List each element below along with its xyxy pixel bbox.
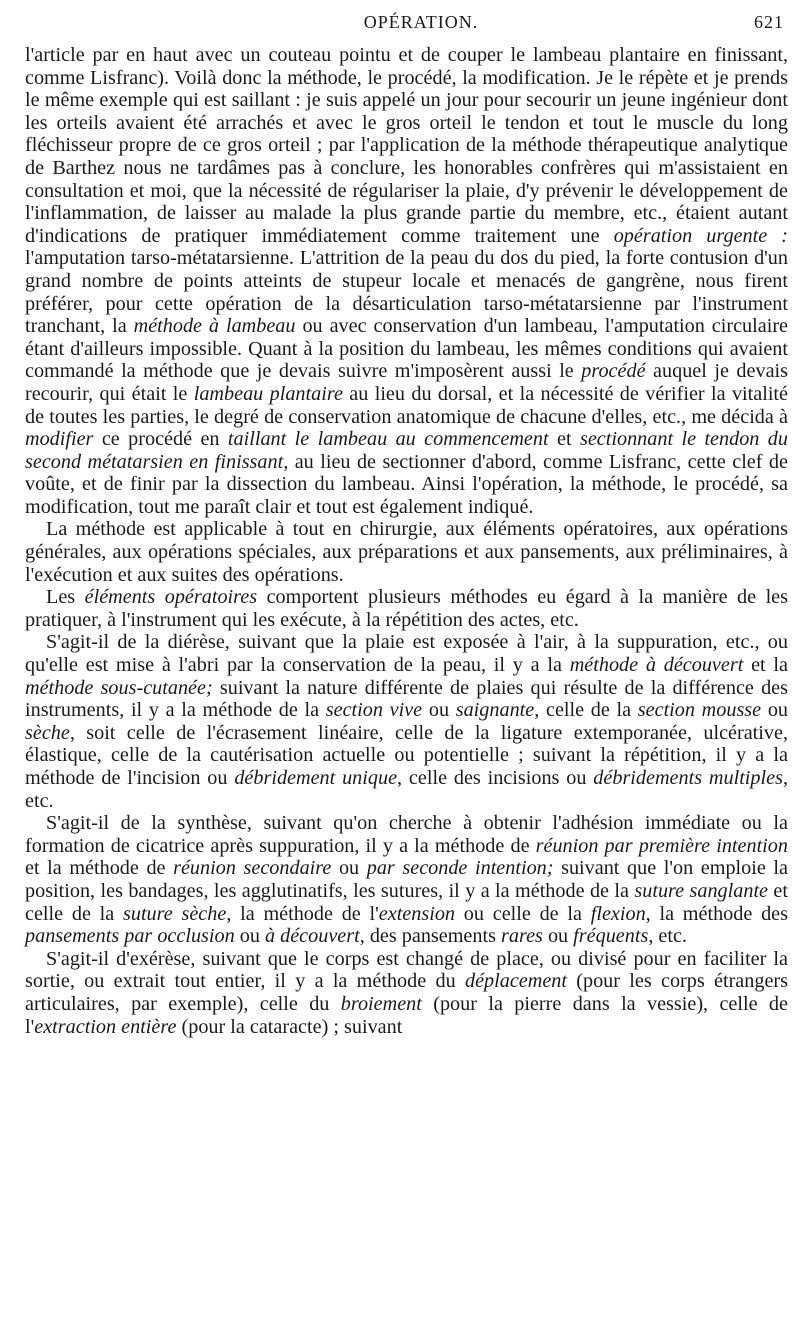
text-run: ou: [331, 857, 367, 880]
text-run: et celle de la: [25, 879, 789, 925]
text-run: (pour les corps étrangers articulaires, par exemple), celle du: [25, 970, 788, 1015]
text-run: , des pansements: [359, 925, 502, 948]
text-run: ou: [542, 925, 574, 948]
body-text: [25, 44, 788, 1038]
italic-text: réunion secondaire: [173, 857, 332, 880]
italic-text: modifier: [25, 428, 94, 451]
italic-text: déplacement: [464, 970, 567, 993]
page-number: 621: [754, 12, 784, 32]
italic-text: extension: [378, 902, 456, 925]
text-run: S'agit-il de la diérèse, suivant que la plaie est exposée à l'air, à la suppuration, etc., ou qu'elle est mise à l'abri par la conservation de la peau, il y a la: [25, 631, 788, 677]
running-head: [58, 10, 784, 40]
italic-text: éléments opératoires: [84, 586, 258, 609]
running-title: OPÉRATION.: [363, 12, 479, 32]
text-run: auquel je devais recourir, qui était le: [25, 360, 788, 405]
italic-text: suture sèche: [123, 902, 227, 925]
paragraph: [25, 631, 788, 812]
paragraph: [25, 44, 788, 518]
italic-text: taillant le lambeau au commencement: [227, 428, 549, 451]
text-run: au lieu de sectionner d'abord, comme Lisfranc, cette clef de voûte, et de finir par la dissection du lambeau. Ainsi l'opération, la méthode, le procédé, sa modification, tout me paraît clair et tout est également indiqué.: [25, 450, 788, 518]
text-run: , soit celle de l'écrasement linéaire, celle de la ligature extemporanée, ulcérative, élastique, celle de la cautérisation actuelle ou potentielle ; suivant la répétition, il y a la méthode de l'incision ou: [25, 721, 788, 789]
text-run: et la: [743, 654, 788, 677]
italic-text: méthode à découvert: [569, 654, 744, 677]
text-run: , la méthode des: [645, 902, 788, 925]
italic-text: extraction entière: [34, 1015, 177, 1038]
text-run: (pour la cataracte) ; suivant: [176, 1015, 403, 1038]
text-run: , la méthode de l': [226, 902, 379, 925]
text-run: ou celle de la: [455, 902, 591, 925]
italic-text: pansements par occlusion: [25, 925, 235, 948]
text-run: et: [548, 428, 580, 451]
italic-text: section mousse: [637, 699, 762, 722]
text-run: suivant que l'on emploie la position, les bandages, les agglutinatifs, les sutures, il y a la méthode de la: [25, 857, 788, 902]
text-run: au lieu du dorsal, et la nécessité de vérifier la vitalité de toutes les parties, le degré de conservation anatomique de chacune d'elles, etc., me décida à: [25, 382, 788, 428]
italic-text: flexion: [590, 902, 646, 925]
italic-text: fréquents: [573, 925, 649, 948]
text-run: , etc.: [648, 925, 687, 948]
text-run: , celle de la: [534, 699, 638, 722]
text-run: S'agit-il d'exérèse, suivant que le corps est changé de place, ou divisé pour en faciliter la sortie, ou extrait tout entier, il y a la méthode du: [25, 947, 788, 993]
italic-text: saignante: [455, 699, 535, 722]
paragraph: [25, 812, 788, 948]
italic-text: débridement unique: [234, 767, 398, 789]
italic-text: sectionnant le tendon du second métatarsien en finissant,: [25, 428, 788, 473]
paragraph: [25, 948, 788, 1038]
text-run: ou: [234, 925, 265, 948]
italic-text: réunion par première intention: [535, 834, 788, 857]
text-run: suivant la nature différente de plaies qui résulte de la différence des instruments, il y a la méthode de la: [25, 676, 788, 722]
text-run: ou: [761, 699, 789, 722]
italic-text: lambeau plantaire: [193, 382, 343, 405]
text-run: Les: [46, 586, 85, 609]
italic-text: section vive: [325, 699, 423, 722]
text-run: et la méthode de: [25, 857, 174, 880]
text-run: l'article par en haut avec un couteau pointu et de couper le lambeau plantaire en finissant, comme Lisfranc). Voilà donc la méthode, le procédé, la modification. Je le répète et je prends le même exemple qui est saillant : je suis appelé un jour pour secourir un jeune ingénieur dont les orteils avaient été arrachés et avec le gros orteil le tendon et tout le muscle du long fléchisseur propre de ce gros orteil ; par l'application de la méthode thérapeutique analytique de Barthez nous ne tardâmes pas à conclure, les honorables confrères qui m'assistaient en consultation et moi, que la nécessité de régulariser la plaie, d'y prévenir le développement de l'inflammation, de laisser au malade la plus grande partie du membre, etc., étaient autant d'indications de pratiquer immédiatement comme traitement une: [25, 44, 788, 247]
italic-text: par seconde intention;: [366, 857, 554, 880]
text-run: comportent plusieurs méthodes eu égard à la manière de les pratiquer, à l'instrument qui les exécute, à la répétition des actes, etc.: [25, 586, 788, 631]
text-run: ou avec conservation d'un lambeau, l'amputation circulaire étant d'ailleurs impossible. Quant à la position du lambeau, les mêmes conditions qui avaient commandé la méthode que je devais suivre m'imposèrent aussi le: [25, 315, 789, 383]
paragraph: [25, 518, 788, 586]
text-run: La méthode est applicable à tout en chirurgie, aux éléments opératoires, aux opérations générales, aux opérations spéciales, aux préparations et aux pansements, aux préliminaires, à l'exécution et aux suites des opérations.: [25, 518, 788, 586]
text-run: l'amputation tarso-métatarsienne. L'attrition de la peau du dos du pied, la forte contusion d'un grand nombre de points atteints de stupeur locale et menacés de gangrène, nous firent préférer, pour cette opération de la désarticulation tarso-métatarsienne par l'instrument tranchant, la: [25, 247, 788, 338]
italic-text: suture sanglante: [634, 879, 769, 902]
text-run: , etc.: [25, 767, 788, 812]
italic-text: débridements multiples: [593, 767, 783, 789]
italic-text: méthode à lambeau: [133, 315, 296, 338]
text-run: ou: [422, 699, 456, 722]
text-run: ce procédé en: [93, 428, 228, 451]
italic-text: à découvert: [264, 925, 360, 948]
italic-text: procédé: [581, 360, 646, 383]
italic-text: sèche: [25, 721, 70, 744]
italic-text: méthode sous-cutanée;: [25, 676, 213, 699]
italic-text: opération urgente :: [613, 224, 788, 247]
text-run: , celle des incisions ou: [397, 767, 594, 789]
text-run: S'agit-il de la synthèse, suivant qu'on cherche à obtenir l'adhésion immédiate ou la formation de cicatrice après suppuration, il y a la méthode de: [25, 812, 788, 857]
italic-text: rares: [501, 925, 543, 948]
italic-text: broiement: [340, 992, 422, 1015]
text-run: (pour la pierre dans la vessie), celle de l': [25, 992, 788, 1038]
paragraph: [25, 586, 788, 631]
